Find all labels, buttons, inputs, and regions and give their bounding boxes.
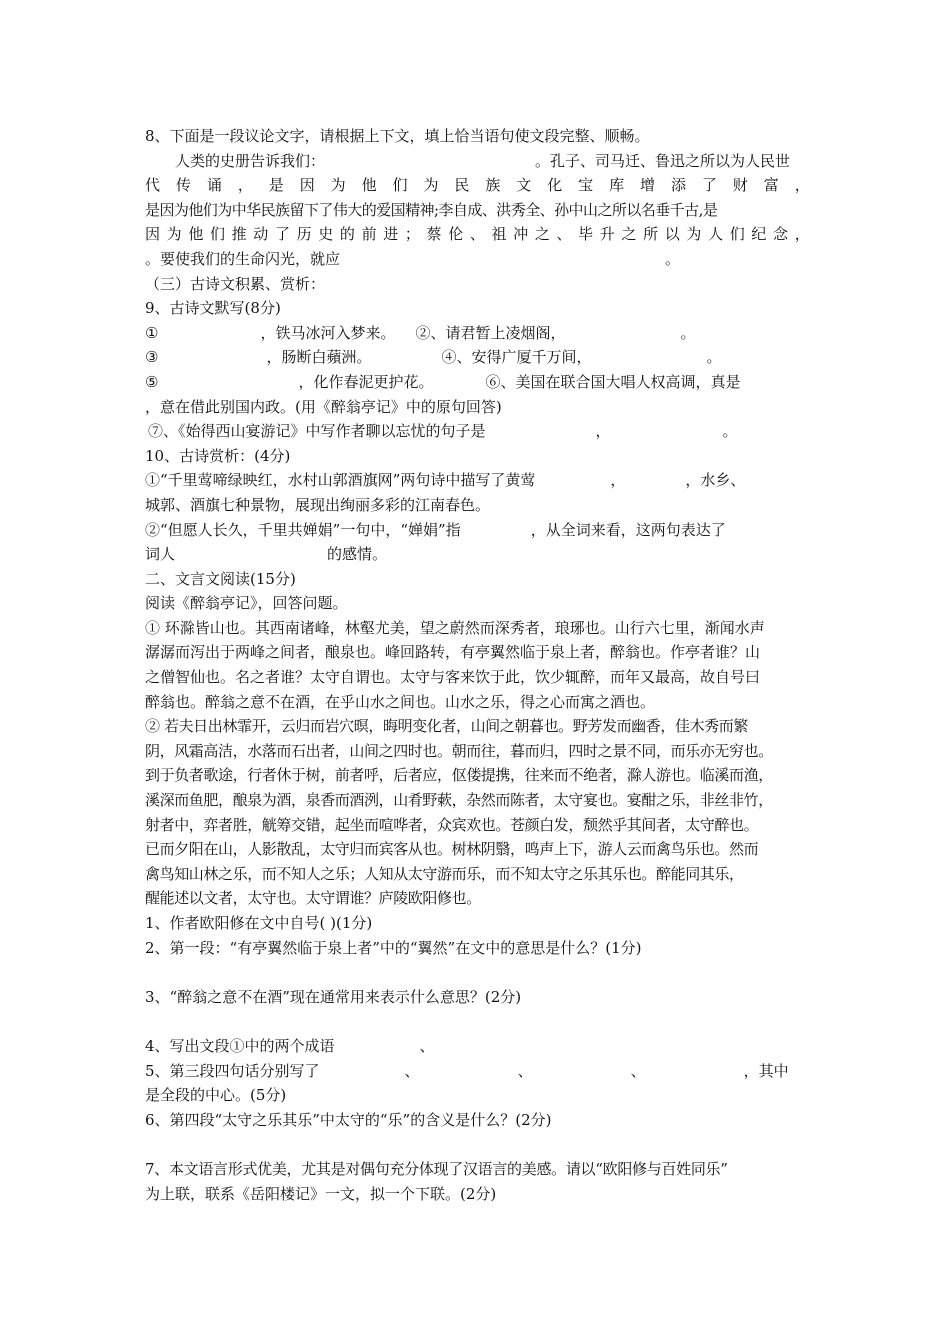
spaced-char: 为	[423, 176, 439, 195]
passage-line: 溪深而鱼肥，酿泉为酒，泉香而酒洌，山肴野蔌，杂然而陈者，太守宴也。宴酣之乐，非丝非竹，	[145, 791, 773, 810]
poem-line: ②、请君暂上凌烟阁，	[415, 323, 566, 342]
spaced-char: 进	[383, 225, 399, 244]
punct: ，	[595, 422, 611, 441]
spaced-char: 文	[516, 176, 532, 195]
passage-line: 到于负者歌途，行者休于树，前者呼，后者应，伛偻提携，往来而不绝者，滁人游也。临溪而渔，	[145, 766, 773, 785]
punct: 。	[680, 323, 696, 342]
spaced-char: ，	[237, 176, 253, 195]
q8-line-3: 是因为他们为中华民族留下了伟大的爱国精神;李自成、洪秀全、孙中山之所以名垂千古,是	[145, 200, 718, 219]
spaced-char: 库	[609, 176, 625, 195]
q9-row-3	[145, 370, 810, 395]
passage-line: ① 环滁皆山也。其西南诸峰，林壑尤美，望之蔚然而深秀者，琅琊也。山行六七里，渐闻水声	[145, 618, 765, 637]
q9-row-5	[145, 419, 810, 444]
answer-space	[145, 1132, 810, 1157]
spaced-char: 传	[175, 176, 191, 195]
punct: 、	[517, 1061, 533, 1080]
spaced-char: 人	[708, 225, 724, 244]
spaced-char: 推	[231, 225, 247, 244]
q8-line-4	[145, 222, 810, 247]
spaced-char: 财	[732, 176, 748, 195]
q9-row-2	[145, 345, 810, 370]
q8-line-5-end: 。	[665, 249, 681, 268]
spaced-char: 他	[361, 176, 377, 195]
sub-question-7: 7、本文语言形式优美，尤其是对偶句充分体现了汉语言的美感。请以“欧阳修与百姓同乐”	[145, 1159, 728, 1178]
question-text: 词人	[145, 545, 176, 564]
sub-question-4	[145, 1034, 810, 1059]
q8-line-5	[145, 247, 810, 272]
spaced-char: 升	[599, 225, 615, 244]
punct: 。	[722, 422, 738, 441]
sub-question-5	[145, 1059, 810, 1084]
q8-line-1-start: 人类的史册告诉我们：	[175, 151, 326, 170]
q9-row-4: ，意在借此别国内政。(用《醉翁亭记》中的原句回答)	[145, 397, 502, 416]
spaced-char: 为	[330, 176, 346, 195]
sub-question-7-cont: 为上联，联系《岳阳楼记》一文，拟一个下联。(2分)	[145, 1184, 497, 1203]
spaced-char: 为	[166, 225, 182, 244]
spaced-char: 毕	[578, 225, 594, 244]
spaced-char: 伦	[448, 225, 464, 244]
section-3-heading: （三）古诗文积累、赏析：	[145, 274, 326, 293]
poem-line: ，化作春泥更护花。	[298, 372, 434, 391]
spaced-char: 为	[686, 225, 702, 244]
passage-line: 射者中，弈者胜，觥筹交错，起坐而喧哗者，众宾欢也。苍颜白发，颓然乎其间者，太守醉也。	[145, 815, 759, 834]
spaced-char: 所	[643, 225, 659, 244]
spaced-char: 之	[621, 225, 637, 244]
passage-line: 之僧智仙也。名之者谁？太守自谓也。太守与客来饮于此，饮少辄醉，而年又最高，故自号曰	[145, 668, 761, 687]
passage-line: 已而夕阳在山，人影散乱，太守归而宾客从也。树林阴翳，鸣声上下，游人云而禽鸟乐也。然而	[145, 840, 759, 859]
q10-b-line-2	[145, 542, 810, 567]
spaced-char: 念	[773, 225, 789, 244]
spaced-char: 们	[729, 225, 745, 244]
spaced-char: ，	[794, 225, 810, 244]
spaced-char: 之	[534, 225, 550, 244]
sub-question-3: 3、“醉翁之意不在酒”现在通常用来表示什么意思？(2分)	[145, 987, 522, 1006]
spaced-char: 族	[485, 176, 501, 195]
question-text: ，其中	[743, 1061, 789, 1080]
spaced-char: 们	[209, 225, 225, 244]
question-text: ①“千里莺啼绿映红，水村山郭酒旗网”两句诗中描写了黄莺	[145, 471, 536, 490]
question-text: ，水乡、	[685, 471, 746, 490]
q9-title: 9、古诗文默写(8分)	[145, 299, 281, 318]
item-number: ①	[145, 323, 159, 342]
passage-line: 醉翁也。醉翁之意不在酒，在乎山水之间也。山水之乐，得之心而寓之酒也。	[145, 692, 656, 711]
q8-line-5-start: 。要使我们的生命闪光，就应	[145, 249, 341, 268]
passage-paragraph-2	[145, 714, 810, 911]
answer-space	[145, 1009, 810, 1034]
question-text: ，从全词来看，这两句表达了	[530, 520, 726, 539]
q10-b-line-1	[145, 518, 810, 543]
punct: 。	[706, 348, 722, 367]
spaced-char: 前	[361, 225, 377, 244]
punct: 、	[419, 1036, 435, 1055]
punct: 、	[404, 1061, 420, 1080]
spaced-char: 的	[339, 225, 355, 244]
spaced-char: 史	[318, 225, 334, 244]
spaced-char: 以	[664, 225, 680, 244]
q8-line-1	[145, 149, 810, 174]
question-text: 4、写出文段①中的两个成语	[145, 1036, 335, 1055]
spaced-char: 增	[640, 176, 656, 195]
spaced-char: 历	[296, 225, 312, 244]
spaced-char: 们	[392, 176, 408, 195]
section-2-heading: 二、文言文阅读(15分)	[145, 569, 296, 588]
punct: 、	[630, 1061, 646, 1080]
spaced-char: 宝	[578, 176, 594, 195]
passage-line: 潺潺而泻出于两峰之间者，酿泉也。峰回路转，有亭翼然临于泉上者，醉翁也。作亭者谁？山	[145, 643, 761, 662]
q10-title: 10、古诗赏析：(4分)	[145, 446, 291, 465]
sub-question-6: 6、第四段“太守之乐其乐”中太守的“乐”的含义是什么？(2分)	[145, 1110, 552, 1129]
spaced-char: 、	[556, 225, 572, 244]
spaced-char: 冲	[513, 225, 529, 244]
item-number: ⑤	[145, 372, 159, 391]
spaced-char: 、	[469, 225, 485, 244]
spaced-char: 因	[299, 176, 315, 195]
q8-line-2	[145, 173, 810, 198]
question-text: 的感情。	[327, 545, 388, 564]
poem-line: ，肠断白蘋洲。	[266, 348, 372, 367]
poem-line: ④、安得广厦千万间，	[441, 348, 592, 367]
passage-paragraph-1	[145, 616, 810, 714]
spaced-char: 祖	[491, 225, 507, 244]
spaced-char: 富	[763, 176, 779, 195]
passage-line: 阴，风霜高洁，水落而石出者，山间之四时也。朝而往，暮而归，四时之景不同，而乐亦无穷也。	[145, 741, 773, 760]
sub-question-2: 2、第一段：“有亭翼然临于泉上者”中的“翼然”在文中的意思是什么？(1分)	[145, 938, 642, 957]
passage-line: ② 若夫日出林霏开，云归而岩穴暝，晦明变化者，山间之朝暮也。野芳发而幽香，佳木秀而繁	[145, 717, 748, 736]
answer-space	[145, 960, 810, 985]
item-number: ③	[145, 348, 159, 367]
spaced-char: 蔡	[426, 225, 442, 244]
spaced-char: 动	[253, 225, 269, 244]
passage-line: 禽鸟知山林之乐，而不知人之乐；人知从太守游而乐，而不知太守之乐其乐也。醉能同其乐，	[145, 864, 744, 883]
spaced-char: 是	[268, 176, 284, 195]
question-text: ②“但愿人长久，千里共婵娟”一句中，“婵娟”指	[145, 520, 461, 539]
spaced-char: ，	[794, 176, 810, 195]
spaced-char: 他	[188, 225, 204, 244]
sub-question-5-cont: 是全段的中心。(5分)	[145, 1086, 287, 1105]
spaced-char: 因	[145, 225, 161, 244]
q10-a-line-2: 城郭、酒旗七种景物，展现出绚丽多彩的江南春色。	[145, 495, 491, 514]
spaced-char: 代	[145, 176, 161, 195]
spaced-char: 纪	[751, 225, 767, 244]
q9-row-1	[145, 321, 810, 346]
spaced-char: 化	[547, 176, 563, 195]
punct: ，	[610, 471, 626, 490]
spaced-char: 民	[454, 176, 470, 195]
spaced-char: 了	[274, 225, 290, 244]
q10-a-line-1	[145, 468, 810, 493]
spaced-char: 诵	[206, 176, 222, 195]
sub-question-1: 1、作者欧阳修在文中自号( )(1分)	[145, 914, 373, 932]
q8-title: 8、下面是一段议论文字，请根据上下文，填上恰当语句使文段完整、顺畅。	[145, 127, 650, 145]
question-text: ⑦、《始得西山宴游记》中写作者聊以忘忧的句子是	[148, 422, 486, 441]
spaced-char: 添	[670, 176, 686, 195]
passage-line: 醒能述以文者，太守也。太守谓谁？庐陵欧阳修也。	[145, 889, 481, 908]
question-text: 5、第三段四句话分别写了	[145, 1061, 320, 1080]
reading-intro: 阅读《醉翁亭记》，回答问题。	[145, 594, 348, 613]
exam-page	[145, 124, 810, 1206]
q8-line-1-end: 。孔子、司马迁、鲁迅之所以为人民世	[535, 151, 791, 170]
poem-line: ，铁马冰河入梦来。	[260, 323, 396, 342]
poem-line: ⑥、美国在联合国大唱人权高调，真是	[485, 372, 741, 391]
spaced-char: 了	[701, 176, 717, 195]
spaced-char: ；	[404, 225, 420, 244]
